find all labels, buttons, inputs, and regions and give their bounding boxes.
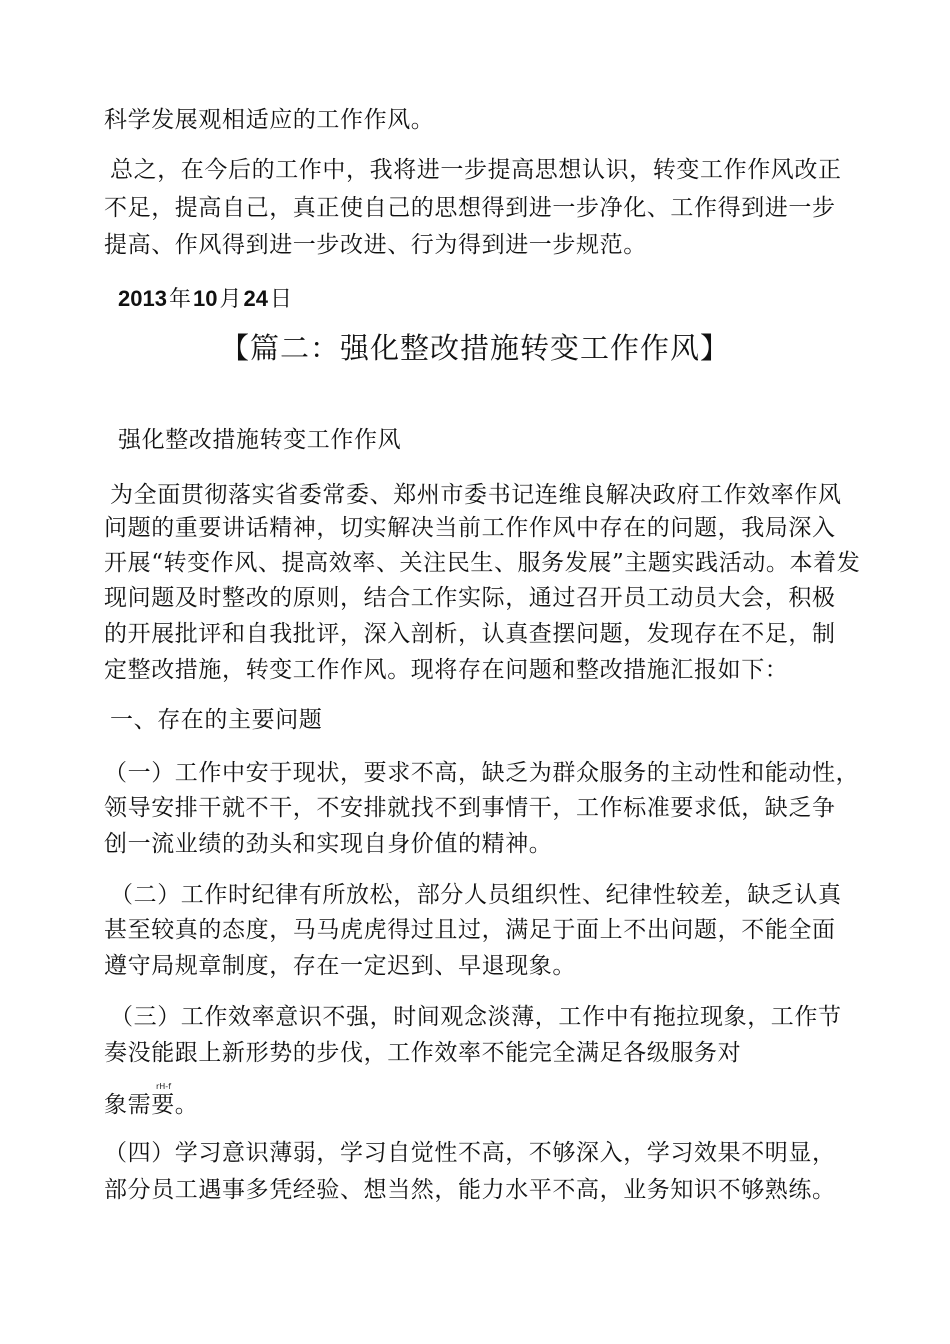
body-line-item1-a: （一）工作中安于现状，要求不高，缺乏为群众服务的主动性和能动性， [104, 760, 860, 786]
body-line-item1-c: 创一流业绩的劲头和实现自身价值的精神。 [104, 831, 553, 857]
body-line-item4-b: 部分员工遇事多凭经验、想当然，能力水平不高，业务知识不够熟练。 [104, 1177, 836, 1203]
body-line-3: 开展“转变作风、提高效率、关注民生、服务发展”主题实践活动。本着发 [104, 550, 861, 576]
body-line-6: 定整改措施，转变工作作风。现将存在问题和整改措施汇报如下： [104, 657, 789, 683]
body-line-item2-b: 甚至较真的态度，马马虎虎得过且过，满足于面上不出问题，不能全面 [104, 917, 836, 943]
date-day: 24 [243, 286, 268, 311]
body-line-4: 现问题及时整改的原则，结合工作实际，通过召开员工动员大会，积极 [104, 585, 836, 611]
date-year-unit: 年 [168, 287, 191, 312]
date-month-unit: 月 [219, 287, 242, 312]
body-line-item2-c: 遵守局规章制度，存在一定迟到、早退现象。 [104, 953, 576, 979]
body-line-item3-b: 奏没能跟上新形势的步伐，工作效率不能完全满足各级服务对 [104, 1040, 742, 1066]
body-line-1: 为全面贯彻落实省委常委、郑州市委书记连维良解决政府工作效率作风 [110, 482, 842, 508]
date-line [118, 284, 294, 315]
body-line-item3-c: 象需要。 [104, 1092, 199, 1118]
section-subtitle: 强化整改措施转变工作作风 [118, 427, 402, 453]
section-heading: 【篇二：强化整改措施转变工作作风】 [219, 331, 730, 365]
body-line-5: 的开展批评和自我批评，深入剖析，认真查摆问题，发现存在不足，制 [104, 621, 836, 647]
body-line-2: 问题的重要讲话精神，切实解决当前工作作风中存在的问题，我局深入 [104, 515, 836, 541]
date-month: 10 [192, 286, 218, 311]
date-day-unit: 日 [269, 287, 292, 312]
body-line-item1-b: 领导安排干就不干，不安排就找不到事情干，工作标准要求低，缺乏争 [104, 795, 836, 821]
intro-line-2: 总之，在今后的工作中，我将进一步提高思想认识，转变工作作风改正 [110, 157, 842, 183]
stray-mark: rH-f [156, 1082, 172, 1091]
date-year: 2013 [118, 286, 167, 311]
section-point-heading: 一、存在的主要问题 [110, 707, 323, 733]
body-line-item2-a: （二）工作时纪律有所放松，部分人员组织性、纪律性较差，缺乏认真 [110, 882, 842, 908]
body-line-item3-a: （三）工作效率意识不强，时间观念淡薄，工作中有拖拉现象，工作节 [110, 1004, 842, 1030]
intro-line-4: 提高、作风得到进一步改进、行为得到进一步规范。 [104, 232, 647, 258]
intro-line-1: 科学发展观相适应的工作作风。 [104, 107, 435, 133]
body-line-item4-a: （四）学习意识薄弱，学习自觉性不高，不够深入，学习效果不明显， [104, 1140, 836, 1166]
intro-line-3: 不足，提高自己，真正使自己的思想得到进一步净化、工作得到进一步 [104, 195, 836, 221]
